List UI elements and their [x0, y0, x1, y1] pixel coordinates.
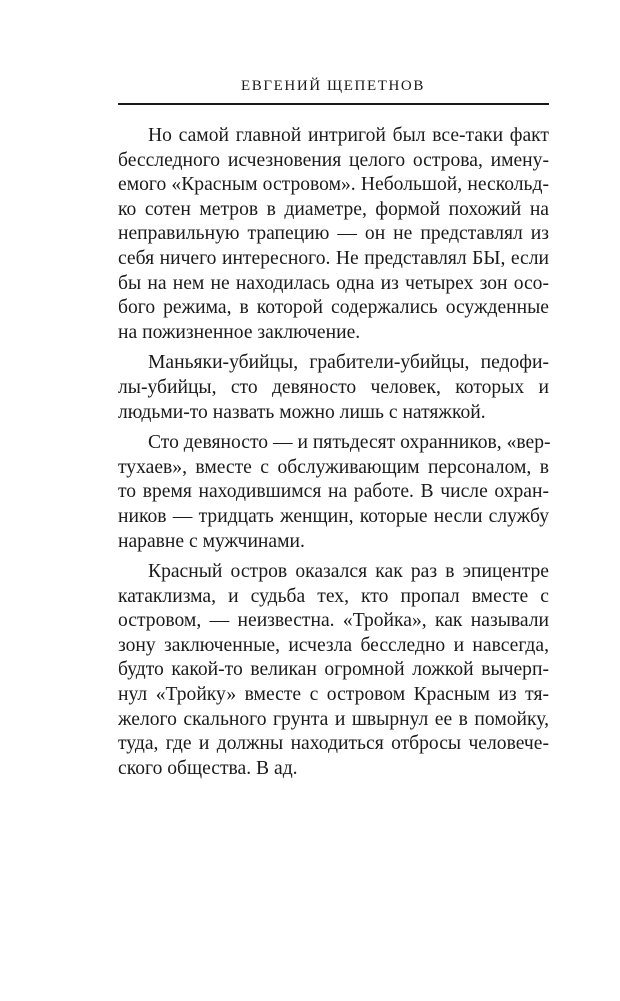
- text-line: тухаев», вместе с обслуживающим персоналом, в: [118, 456, 549, 478]
- text-line: нул «Тройку» вместе с островом Красным из тя-: [118, 684, 549, 706]
- running-head-author: ЕВГЕНИЙ ЩЕПЕТНОВ: [241, 78, 425, 94]
- text-line: островом, — неизвестна. «Тройка», как называли: [118, 610, 549, 632]
- text-line: бы на нем не находилась одна из четырех зон осо-: [118, 272, 549, 294]
- text-line: катаклизма, и судьба тех, кто пропал вместе с: [118, 585, 549, 607]
- text-line: емого «Красным островом». Небольшой, нескольд-: [118, 174, 549, 196]
- text-line: ко сотен метров в диаметре, формой похожий на: [118, 198, 549, 220]
- text-line: туда, где и должны находиться отбросы человече-: [118, 733, 549, 755]
- text-line: неправильную трапецию — он не представлял из: [118, 223, 549, 245]
- text-line: то время находившимся на работе. В числе охран-: [118, 481, 549, 503]
- header-rule: [118, 103, 549, 105]
- text-line: Но самой главной интригой был все-таки факт: [148, 125, 549, 146]
- text-line: ников — тридцать женщин, которые несли службу: [118, 505, 549, 527]
- paragraph-2: [118, 351, 549, 425]
- text-line: Сто девяносто — и пятьдесят охранников, «вер-: [148, 432, 551, 454]
- paragraph-1: [118, 124, 549, 345]
- text-line: людьми-то назвать можно лишь с натяжкой.: [118, 401, 486, 423]
- text-line: на пожизненное заключение.: [118, 321, 361, 343]
- text-line: желого скального грунта и швырнул ее в помойку,: [118, 708, 549, 730]
- text-line: себя ничего интересного. Не представлял БЫ, если: [118, 247, 549, 269]
- text-line: бого режима, в которой содержались осужденные: [118, 297, 549, 319]
- paragraph-4: [118, 560, 549, 781]
- text-line: будто какой-то великан огромной ложкой вычерп-: [118, 659, 549, 681]
- text-line: зону заключенные, исчезла бесследно и навсегда,: [118, 634, 549, 656]
- body-text: [118, 124, 549, 787]
- text-line: наравне с мужчинами.: [118, 530, 305, 552]
- text-line: бесследного исчезновения целого острова, имену-: [118, 149, 549, 171]
- text-line: Маньяки-убийцы, грабители-убийцы, педофи-: [148, 352, 549, 374]
- text-line: Красный остров оказался как раз в эпицентре: [148, 561, 549, 583]
- paragraph-3: [118, 431, 549, 554]
- text-line: ского общества. В ад.: [118, 757, 298, 779]
- text-line: лы-убийцы, сто девяносто человек, которых и: [118, 376, 549, 398]
